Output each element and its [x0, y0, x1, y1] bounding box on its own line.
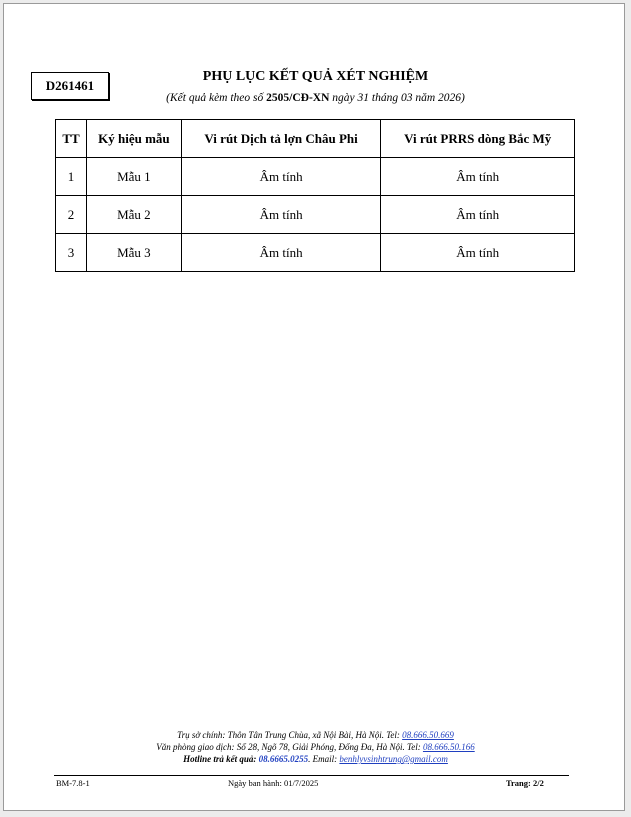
row-asf-result: Âm tính	[181, 234, 381, 272]
footer-divider	[54, 775, 569, 776]
row-index: 1	[56, 158, 87, 196]
row-asf-result: Âm tính	[181, 196, 381, 234]
subtitle-suffix: ngày 31 tháng 03 năm 2026)	[329, 92, 465, 104]
document-subtitle	[0, 92, 631, 104]
footer-hotline	[0, 753, 631, 765]
form-code: BM-7.8-1	[56, 778, 90, 788]
document-title: PHỤ LỤC KẾT QUẢ XÉT NGHIỆM	[202, 69, 429, 84]
hotline-label: Hotline trả kết quả:	[183, 754, 259, 764]
row-sample: Mẫu 1	[86, 158, 181, 196]
email-link[interactable]: benhlyvsinhtrung@gmail.com	[339, 754, 448, 764]
row-sample: Mẫu 2	[86, 196, 181, 234]
footer-contact-info	[0, 729, 631, 765]
page-number: Trang: 2/2	[506, 778, 544, 788]
header-tt: TT	[56, 120, 87, 158]
office-tel-link[interactable]: 08.666.50.166	[422, 742, 475, 752]
row-sample: Mẫu 3	[86, 234, 181, 272]
table-header-row	[56, 120, 575, 158]
row-asf-result: Âm tính	[181, 158, 381, 196]
subtitle-prefix: (Kết quả kèm theo số	[166, 92, 267, 104]
headquarters-address: Trụ sở chính: Thôn Tân Trung Chùa, xã Nội Bài, Hà Nội. Tel:	[177, 730, 403, 740]
row-index: 2	[56, 196, 87, 234]
document-code-box: D261461	[31, 72, 109, 100]
row-index: 3	[56, 234, 87, 272]
hotline-number: 08.6665.0255	[258, 754, 309, 764]
footer-office	[0, 741, 631, 753]
footer-headquarters	[0, 729, 631, 741]
issue-date: Ngày ban hành: 01/7/2025	[228, 778, 319, 788]
results-table	[55, 119, 575, 272]
row-prrs-result: Âm tính	[381, 234, 575, 272]
email-label: . Email:	[308, 754, 340, 764]
subtitle-number: 2505/CĐ-XN	[266, 92, 330, 104]
table-row	[56, 158, 575, 196]
table-row	[56, 196, 575, 234]
header-sample-code: Ký hiệu mẫu	[86, 120, 181, 158]
office-address: Văn phòng giao dịch: Số 28, Ngõ 78, Giải Phóng, Đống Đa, Hà Nội. Tel:	[156, 742, 423, 752]
headquarters-tel-link[interactable]: 08.666.50.669	[402, 730, 454, 740]
table-row	[56, 234, 575, 272]
row-prrs-result: Âm tính	[381, 196, 575, 234]
header-asf-virus: Vi rút Dịch tả lợn Châu Phi	[181, 120, 381, 158]
row-prrs-result: Âm tính	[381, 158, 575, 196]
header-prrs-virus: Vi rút PRRS dòng Bắc Mỹ	[381, 120, 575, 158]
